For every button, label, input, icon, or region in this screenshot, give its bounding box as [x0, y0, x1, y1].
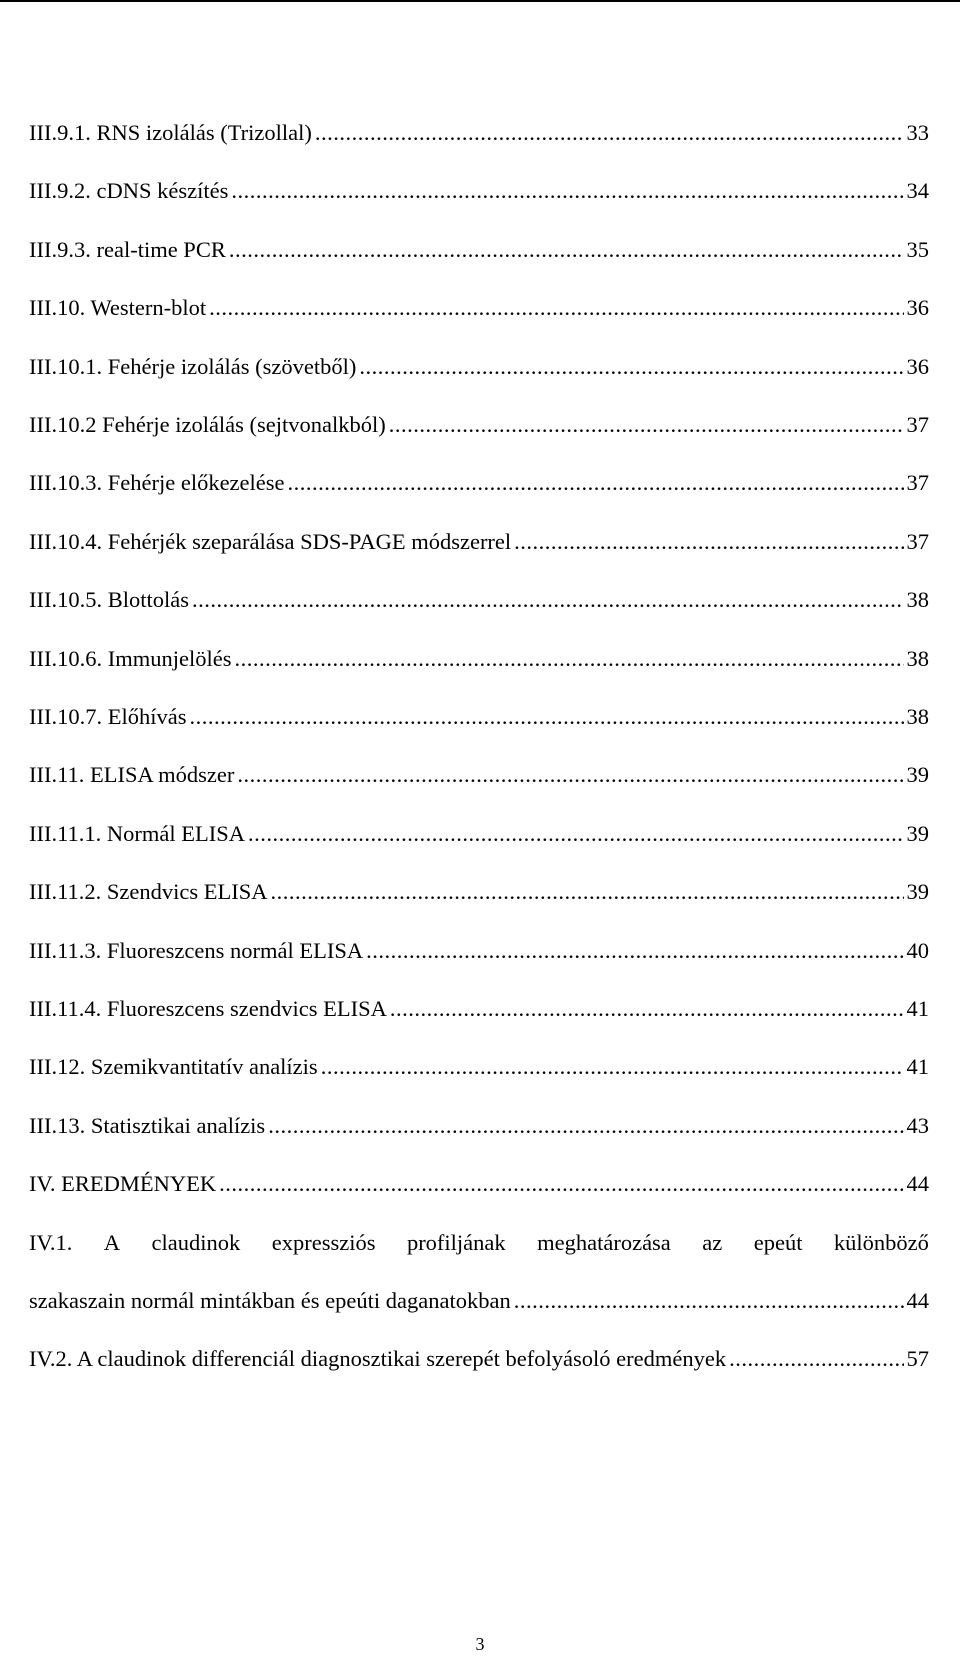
toc-entry-heading [29, 288, 206, 328]
page-number: 3 [475, 1634, 485, 1654]
toc-entry-title: Fehérje előkezelése [107, 470, 285, 496]
toc-entry-page: 35 [906, 236, 929, 262]
toc-entry[interactable] [29, 288, 929, 328]
toc-dot-leader [229, 230, 904, 270]
toc-entry-title-word: különböző [833, 1229, 929, 1255]
toc-entry[interactable] [29, 347, 929, 387]
toc-entry-heading [29, 347, 356, 387]
toc-entry-title-word: expressziós [271, 1229, 376, 1255]
toc-entry-page: 37 [906, 412, 929, 437]
toc-entry-title-word: epeút [753, 1229, 803, 1255]
top-rule [0, 0, 960, 2]
toc-dot-leader [189, 697, 903, 737]
toc-entry-number: III.10.5. [29, 587, 103, 613]
toc-entry[interactable] [29, 814, 929, 854]
toc-entry[interactable] [29, 1164, 929, 1204]
toc-entry-title: Fehérjék szeparálása SDS-PAGE módszerrel [107, 528, 512, 554]
toc-entry-title: cDNS készítés [96, 178, 229, 204]
toc-entry[interactable] [29, 1047, 929, 1087]
toc-entry-page: 57 [906, 1346, 929, 1372]
toc-entry-page: 39 [906, 762, 929, 788]
toc-entry[interactable] [29, 872, 929, 912]
toc-entry-page: 37 [906, 470, 929, 496]
toc-entry-number: III.9.2. [29, 178, 91, 204]
toc-entry-title: Normál ELISA [106, 820, 246, 846]
toc-dot-leader [234, 639, 903, 679]
toc-entry-heading [29, 814, 245, 854]
toc-entry[interactable] [29, 1106, 929, 1146]
toc-dot-leader [248, 814, 903, 854]
toc-entry-page: 38 [906, 645, 929, 671]
toc-entry-page: 36 [906, 353, 929, 379]
toc-entry-number: III.11.2. [29, 879, 102, 905]
toc-entry-title: Fluoreszcens szendvics ELISA [106, 996, 387, 1021]
toc-entry-title: Szendvics ELISA [106, 879, 268, 905]
toc-dot-leader [237, 755, 903, 795]
toc-entry-number: III.11.4. [29, 996, 102, 1021]
toc-entry-number: III.10.6. [29, 645, 103, 671]
toc-entry[interactable] [29, 697, 929, 737]
toc-entry[interactable] [29, 522, 929, 562]
toc-entry-multiline-second[interactable] [29, 1281, 929, 1321]
toc-entry-number: III.9.1. [29, 120, 91, 145]
toc-entry-heading [29, 872, 268, 912]
toc-dot-leader [288, 463, 904, 503]
toc-entry-number: III.10.4. [29, 528, 103, 554]
toc-entry-title: EREDMÉNYEK [61, 1171, 217, 1197]
toc-entry-heading [29, 1106, 265, 1146]
toc-entry-heading [29, 1047, 318, 1087]
toc-entry-number: III.13. [29, 1112, 86, 1138]
toc-entry-heading [29, 230, 226, 270]
toc-entry-title: Előhívás [107, 704, 187, 729]
toc-dot-leader [321, 1047, 904, 1087]
toc-entry-title: Statisztikai analízis [90, 1112, 266, 1138]
toc-dot-leader [315, 113, 904, 153]
toc-entry-number: III.10.1. [29, 353, 103, 379]
toc-entry-number: III.10.7. [29, 704, 103, 729]
toc-entry[interactable] [29, 1339, 929, 1379]
toc-entry-title: Szemikvantitatív analízis [90, 1054, 318, 1080]
toc-dot-leader [359, 347, 903, 387]
toc-entry-title: Blottolás [107, 587, 189, 613]
toc-entry-number: III.10. [29, 295, 86, 321]
toc-entry[interactable] [29, 230, 929, 270]
toc-dot-leader [729, 1339, 903, 1379]
toc-entry-page: 39 [906, 879, 929, 905]
toc-entry-page: 43 [906, 1112, 929, 1138]
toc-entry-number: III.11.1. [29, 820, 102, 846]
toc-entry-page: 44 [906, 1288, 929, 1313]
toc-dot-leader [390, 989, 904, 1029]
toc-entry-heading [29, 171, 228, 211]
toc-entry-heading [29, 755, 234, 795]
toc-entry-heading [29, 1339, 726, 1379]
toc-entry[interactable] [29, 113, 929, 153]
toc-entry-page: 37 [906, 528, 929, 554]
toc-entry-title: real-time PCR [96, 236, 226, 262]
toc-entry-page: 44 [906, 1171, 929, 1197]
toc-entry-title: szakaszain normál mintákban és epeúti daganatokban [29, 1288, 511, 1313]
toc-entry-page: 40 [906, 937, 929, 963]
toc-entry-page: 34 [906, 178, 929, 204]
toc-entry-heading [29, 580, 189, 620]
toc-entry-title: Fehérje izolálás (szövetből) [107, 353, 357, 379]
toc-entry-title: A claudinok differenciál diagnosztikai szerepét befolyásoló eredmények [76, 1346, 727, 1372]
toc-entry-number: IV. [29, 1171, 56, 1197]
toc-dot-leader [514, 522, 903, 562]
toc-entry-heading [29, 1164, 216, 1204]
toc-entry[interactable] [29, 639, 929, 679]
toc-dot-leader [271, 872, 904, 912]
toc-dot-leader [219, 1164, 903, 1204]
toc-entry-title-word: meghatározása [537, 1229, 671, 1255]
toc-dot-leader [366, 931, 903, 971]
toc-entry[interactable] [29, 171, 929, 211]
toc-entry-heading [29, 989, 387, 1029]
toc-entry-number: III.10.2 [29, 412, 97, 437]
toc-entry[interactable] [29, 931, 929, 971]
toc-dot-leader [268, 1106, 903, 1146]
toc-dot-leader [209, 288, 903, 328]
toc-entry-title: ELISA módszer [90, 762, 235, 788]
toc-entry-page: 38 [906, 704, 929, 729]
toc-entry-title: Immunjelölés [107, 645, 232, 671]
toc-entry-number: III.12. [29, 1054, 86, 1080]
toc-entry-number: III.10.3. [29, 470, 103, 496]
toc-entry-multiline-first[interactable] [29, 1223, 929, 1263]
toc-entry-number: IV.2. [29, 1346, 73, 1372]
toc-entry-title: Fehérje izolálás (sejtvonalkból) [102, 412, 386, 437]
toc-entry-title: Fluoreszcens normál ELISA [106, 937, 364, 963]
toc-entry-title-word: A [103, 1229, 121, 1255]
toc-entry-page: 41 [906, 1054, 929, 1080]
toc-entry-page: 39 [906, 820, 929, 846]
toc-entry[interactable] [29, 580, 929, 620]
toc-entry-number: III.11.3. [29, 937, 102, 963]
toc-entry-heading [29, 697, 186, 737]
toc-entry-page: 38 [906, 587, 929, 613]
toc-entry-heading [29, 931, 363, 971]
toc-dot-leader [389, 405, 904, 445]
toc-entry-title-word: claudinok [151, 1229, 241, 1255]
toc-entry-page: 41 [906, 996, 929, 1021]
toc-dot-leader [514, 1281, 904, 1321]
toc-entry-page: 33 [906, 120, 929, 145]
toc-entry[interactable] [29, 755, 929, 795]
toc-entry-title-word: profiljának [406, 1229, 506, 1255]
toc-entry[interactable] [29, 405, 929, 445]
toc-entry-title: Western-blot [90, 295, 207, 321]
toc-dot-leader [192, 580, 904, 620]
toc-entry-heading [29, 405, 386, 445]
toc-entry-page: 36 [906, 295, 929, 321]
toc-entry-number: IV.1. [29, 1229, 73, 1255]
toc-entry-number: III.9.3. [29, 236, 91, 262]
toc-entry-title: RNS izolálás (Trizollal) [96, 120, 312, 145]
toc-entry-number: III.11. [29, 762, 85, 788]
toc-entry-title-word: az [702, 1229, 723, 1255]
toc-entry[interactable] [29, 989, 929, 1029]
toc-entry-heading [29, 639, 231, 679]
toc-entry[interactable] [29, 463, 929, 503]
toc-dot-leader [231, 171, 903, 211]
toc-entry-heading [29, 522, 511, 562]
toc-entry-heading [29, 463, 285, 503]
toc-entry-heading [29, 113, 312, 153]
